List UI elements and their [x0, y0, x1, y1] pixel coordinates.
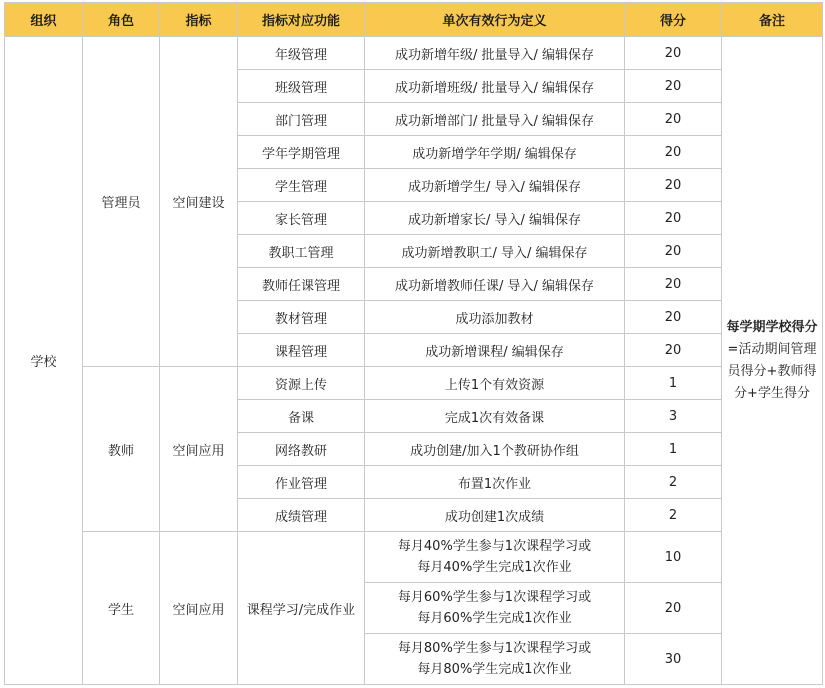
definition-cell — [365, 583, 625, 634]
score-cell: 20 — [625, 301, 722, 334]
table-row — [5, 37, 823, 70]
function-cell-student: 课程学习/完成作业 — [238, 532, 365, 685]
definition-cell: 成功新增家长/ 导入/ 编辑保存 — [365, 202, 625, 235]
definition-cell: 成功新增教职工/ 导入/ 编辑保存 — [365, 235, 625, 268]
score-cell: 20 — [625, 583, 722, 634]
definition-cell: 布置1次作业 — [365, 466, 625, 499]
score-cell: 20 — [625, 268, 722, 301]
function-cell: 成绩管理 — [238, 499, 365, 532]
score-cell: 20 — [625, 136, 722, 169]
score-cell: 30 — [625, 634, 722, 685]
header-row — [5, 3, 823, 37]
definition-line: 每月40%学生参与1次课程学习或 — [397, 539, 592, 554]
definition-cell: 成功新增教师任课/ 导入/ 编辑保存 — [365, 268, 625, 301]
definition-cell: 成功新增课程/ 编辑保存 — [365, 334, 625, 367]
indicator-cell-teacher: 空间应用 — [160, 367, 238, 532]
function-cell: 教材管理 — [238, 301, 365, 334]
indicator-cell-student: 空间应用 — [160, 532, 238, 685]
note-body: =活动期间管理员得分+教师得分+学生得分 — [727, 341, 817, 401]
function-cell: 年级管理 — [238, 37, 365, 70]
definition-cell: 成功新增部门/ 批量导入/ 编辑保存 — [365, 103, 625, 136]
definition-cell: 完成1次有效备课 — [365, 400, 625, 433]
definition-cell: 成功新增学生/ 导入/ 编辑保存 — [365, 169, 625, 202]
indicator-cell-admin: 空间建设 — [160, 37, 238, 367]
definition-cell: 成功新增年级/ 批量导入/ 编辑保存 — [365, 37, 625, 70]
score-cell: 20 — [625, 70, 722, 103]
definition-cell: 成功添加教材 — [365, 301, 625, 334]
note-title: 每学期学校得分 — [726, 319, 818, 335]
definition-line: 每月40%学生完成1次作业 — [417, 560, 572, 575]
table-row — [5, 367, 823, 400]
score-cell: 1 — [625, 433, 722, 466]
function-cell: 教师任课管理 — [238, 268, 365, 301]
definition-line: 每月60%学生完成1次作业 — [417, 611, 572, 626]
function-cell: 备课 — [238, 400, 365, 433]
score-cell: 20 — [625, 235, 722, 268]
function-cell: 家长管理 — [238, 202, 365, 235]
header-note: 备注 — [722, 3, 823, 37]
definition-cell: 成功新增班级/ 批量导入/ 编辑保存 — [365, 70, 625, 103]
definition-cell: 上传1个有效资源 — [365, 367, 625, 400]
definition-cell: 成功新增学年学期/ 编辑保存 — [365, 136, 625, 169]
role-cell-student: 学生 — [83, 532, 160, 685]
score-cell: 2 — [625, 499, 722, 532]
definition-cell: 成功创建/加入1个教研协作组 — [365, 433, 625, 466]
org-cell: 学校 — [5, 37, 83, 685]
definition-line: 每月80%学生参与1次课程学习或 — [397, 641, 592, 656]
score-cell: 10 — [625, 532, 722, 583]
role-cell-admin: 管理员 — [83, 37, 160, 367]
function-cell: 部门管理 — [238, 103, 365, 136]
function-cell: 学年学期管理 — [238, 136, 365, 169]
function-cell: 资源上传 — [238, 367, 365, 400]
definition-line: 每月80%学生完成1次作业 — [417, 662, 572, 677]
score-cell: 3 — [625, 400, 722, 433]
score-cell: 20 — [625, 334, 722, 367]
score-cell: 20 — [625, 37, 722, 70]
score-cell: 2 — [625, 466, 722, 499]
role-cell-teacher: 教师 — [83, 367, 160, 532]
definition-line: 每月60%学生参与1次课程学习或 — [397, 590, 592, 605]
header-indicator: 指标 — [160, 3, 238, 37]
header-function: 指标对应功能 — [238, 3, 365, 37]
score-cell: 20 — [625, 103, 722, 136]
score-table — [4, 2, 823, 685]
note-cell — [722, 37, 823, 685]
score-cell: 20 — [625, 169, 722, 202]
function-cell: 教职工管理 — [238, 235, 365, 268]
header-role: 角色 — [83, 3, 160, 37]
header-score: 得分 — [625, 3, 722, 37]
definition-cell — [365, 532, 625, 583]
function-cell: 课程管理 — [238, 334, 365, 367]
function-cell: 学生管理 — [238, 169, 365, 202]
function-cell: 班级管理 — [238, 70, 365, 103]
definition-cell — [365, 634, 625, 685]
definition-cell: 成功创建1次成绩 — [365, 499, 625, 532]
table-row — [5, 532, 823, 583]
function-cell: 作业管理 — [238, 466, 365, 499]
function-cell: 网络教研 — [238, 433, 365, 466]
header-definition: 单次有效行为定义 — [365, 3, 625, 37]
score-cell: 1 — [625, 367, 722, 400]
score-cell: 20 — [625, 202, 722, 235]
header-org: 组织 — [5, 3, 83, 37]
